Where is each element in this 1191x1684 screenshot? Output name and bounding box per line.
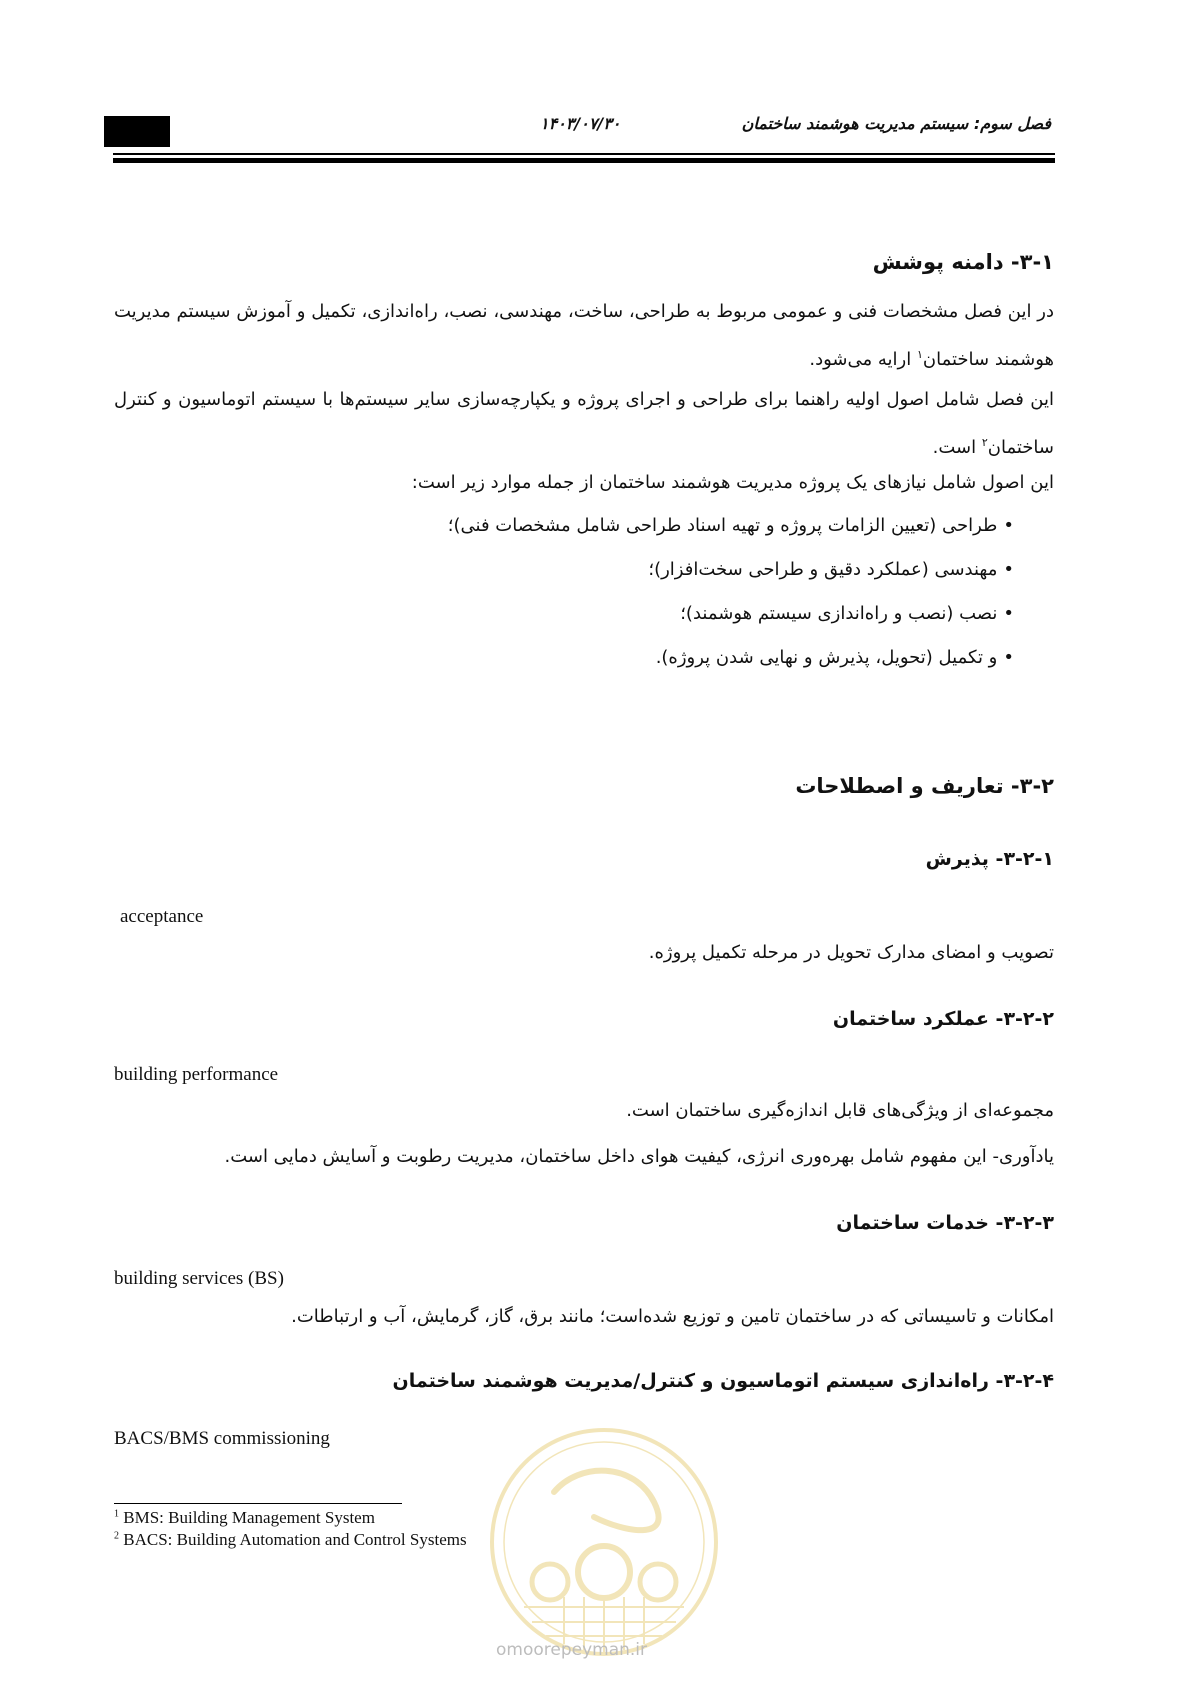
- bullet-icon: •: [1003, 647, 1014, 668]
- bullet-icon: •: [1003, 603, 1014, 624]
- footnote-1: [114, 1508, 375, 1528]
- note-building-performance: یادآوری- این مفهوم شامل بهره‌وری انرژی، کیفیت هوای داخل ساختمان، مدیریت رطوبت و آسایش دمایی است.: [224, 1146, 1054, 1167]
- footnote-2: [114, 1530, 467, 1550]
- footnote-1-number: 1: [114, 1508, 119, 1520]
- definition-acceptance: تصویب و امضای مدارک تحویل در مرحله تکمیل پروژه.: [648, 942, 1054, 963]
- paragraph-scope-tail: است.: [932, 437, 982, 458]
- list-item-text: مهندسی (عملکرد دقیق و طراحی سخت‌افزار)؛: [648, 559, 998, 580]
- subheading-bacs-commissioning: ۳-۲-۴- راه‌اندازی سیستم اتوماسیون و کنترل/مدیریت هوشمند ساختمان: [392, 1370, 1054, 1392]
- requirements-list: [214, 504, 1014, 680]
- list-item: [214, 636, 1014, 680]
- footnote-2-text: BACS: Building Automation and Control Systems: [119, 1530, 467, 1549]
- footnote-separator: [114, 1503, 402, 1504]
- header-date: ۱۴۰۳/۰۷/۳۰: [540, 114, 621, 133]
- section-heading-coverage: ۳-۱- دامنه پوشش: [872, 250, 1054, 274]
- term-en-acceptance: acceptance: [120, 906, 204, 927]
- bullet-icon: •: [1003, 515, 1014, 536]
- paragraph-intro: [114, 290, 1054, 381]
- definition-building-services: امکانات و تاسیساتی که در ساختمان تامین و توزیع شده‌است؛ مانند برق، گاز، گرمایش، آب و ارتباطات.: [291, 1306, 1054, 1327]
- page-number-box: [104, 116, 170, 147]
- header-chapter-title: فصل سوم: سیستم مدیریت هوشمند ساختمان: [741, 114, 1051, 133]
- term-en-building-performance: building performance: [114, 1064, 279, 1085]
- paragraph-scope: [114, 378, 1054, 469]
- list-item: [214, 592, 1014, 636]
- bullet-icon: •: [1003, 559, 1014, 580]
- list-item-text: نصب (نصب و راه‌اندازی سیستم هوشمند)؛: [680, 603, 998, 624]
- header-rule-thick: [113, 158, 1055, 163]
- footnote-ref-1: ۱: [916, 348, 923, 361]
- paragraph-scope-text: این فصل شامل اصول اولیه راهنما برای طراحی و اجرای پروژه و یکپارچه‌سازی سایر سیستم‌ها با سیستم اتوماسیون و کنترل ساختمان: [114, 389, 1054, 458]
- header-rule-thin: [113, 153, 1055, 155]
- term-en-bacs-commissioning: BACS/BMS commissioning: [114, 1428, 330, 1449]
- subheading-building-services: ۳-۲-۳- خدمات ساختمان: [836, 1212, 1054, 1234]
- list-item-text: طراحی (تعیین الزامات پروژه و تهیه اسناد طراحی شامل مشخصات فنی)؛: [447, 515, 998, 536]
- subheading-building-performance: ۳-۲-۲- عملکرد ساختمان: [832, 1008, 1054, 1030]
- term-en-building-services: building services (BS): [114, 1268, 284, 1289]
- footnote-2-number: 2: [114, 1530, 119, 1542]
- list-item: [214, 504, 1014, 548]
- paragraph-intro-tail: ارایه می‌شود.: [809, 349, 917, 370]
- section-heading-definitions: ۳-۲- تعاریف و اصطلاحات: [795, 774, 1054, 798]
- footnote-ref-2: ۲: [981, 436, 988, 449]
- watermark-site-text: omoorepeyman.ir: [496, 1640, 648, 1660]
- definition-building-performance: مجموعه‌ای از ویژگی‌های قابل اندازه‌گیری ساختمان است.: [626, 1100, 1054, 1121]
- footnote-1-text: BMS: Building Management System: [119, 1508, 375, 1527]
- subheading-acceptance: ۳-۲-۱- پذیرش: [925, 848, 1054, 870]
- list-item: [214, 548, 1014, 592]
- paragraph-requirements: این اصول شامل نیازهای یک پروژه مدیریت هوشمند ساختمان از جمله موارد زیر است:: [411, 472, 1054, 493]
- list-item-text: و تکمیل (تحویل، پذیرش و نهایی شدن پروژه).: [655, 647, 998, 668]
- seal-logo-icon: [484, 1422, 724, 1662]
- paragraph-intro-text: در این فصل مشخصات فنی و عمومی مربوط به طراحی، ساخت، مهندسی، نصب، راه‌اندازی، تکمیل و آموزش سیستم مدیریت هوشمند ساختمان: [114, 301, 1054, 370]
